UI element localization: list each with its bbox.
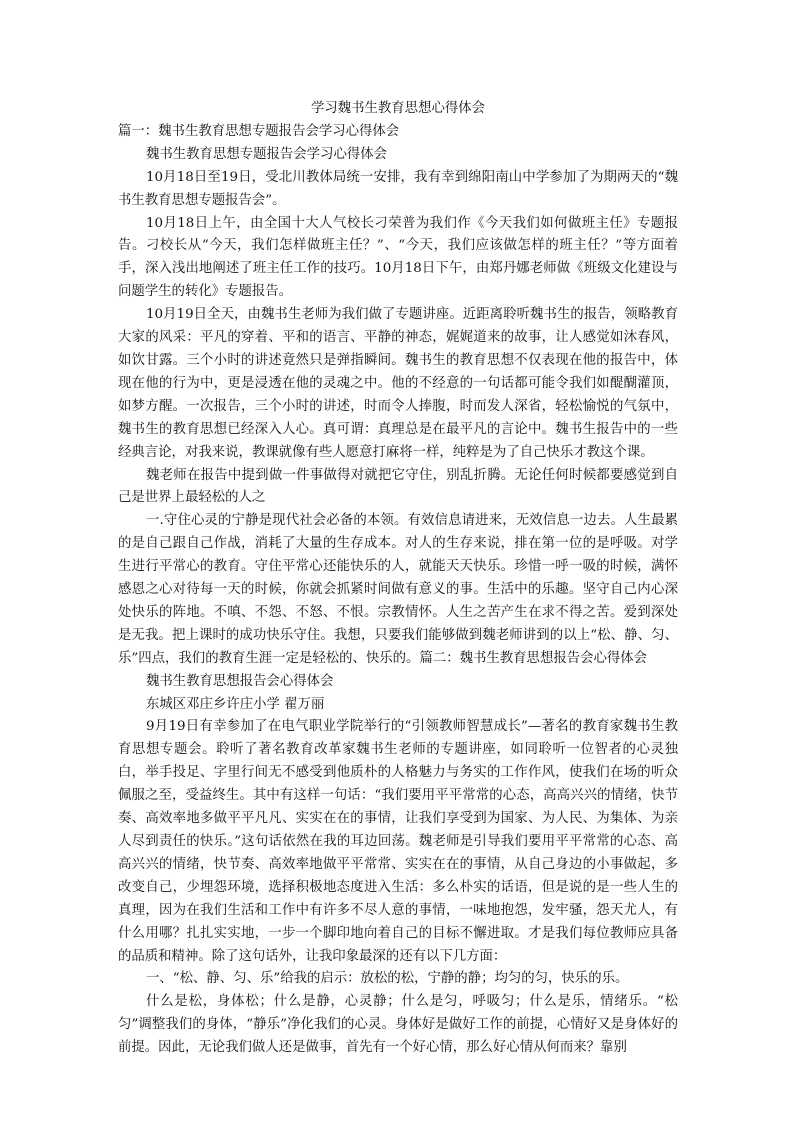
paragraph: 魏老师在报告中提到做一件事做得对就把它守住，别乱折腾。无论任何时候都要感觉到自己是世界上最轻松的人之 [118, 467, 678, 506]
document-body [118, 121, 678, 1060]
paragraph: 一.守住心灵的宁静是现代社会必备的本领。有效信息请进来，无效信息一边去。人生最累的是自己跟自己作战，消耗了大量的生存成本。对人的生存来说，排在第一位的是呼吸。对学生进行平常心的教育。守住平常心还能快乐的人，就能天天快乐。珍惜一呼一吸的时候，满怀感恩之心对待每一天的时候，你就会抓紧时间做有意义的事。生活中的乐趣。坚守自己内心深处快乐的阵地。不嗔、不怨、不怒、不恨。宗教情怀。人生之苦产生在求不得之苦。爱到深处是无我。把上课时的成功快乐守住。我想，只要我们能够做到魏老师讲到的以上“松、静、匀、乐”四点，我们的教育生涯一定是轻松的、快乐的。篇二：魏书生教育思想报告会心得体会 [118, 513, 678, 666]
paragraph: 10月19日全天，由魏书生老师为我们做了专题讲座。近距离聆听魏书生的报告，领略教育大家的风采：平凡的穿着、平和的语言、平静的神态，娓娓道来的故事，让人感觉如沐春风，如饮甘露。三个小时的讲述竟然只是弹指瞬间。魏书生的教育思想不仅表现在他的报告中，体现在他的行为中，更是浸透在他的灵魂之中。他的不经意的一句话都可能令我们如醍醐灌顶，如梦方醒。一次报告，三个小时的讲述，时而令人捧腹，时而发人深省，轻松愉悦的气氛中，魏书生的教育思想已经深入人心。真可谓：真理总是在最平凡的言论中。魏书生报告中的一些经典言论，对我来说，教课就像有些人愿意打麻将一样，纯粹是为了自己快乐才教这个课。 [118, 307, 678, 460]
paragraph: 篇一：魏书生教育思想专题报告会学习心得体会 [118, 123, 400, 139]
paragraph: 魏书生教育思想报告会心得体会 [146, 673, 334, 689]
paragraph: 东城区邓庄乡许庄小学 翟万丽 [146, 696, 325, 712]
paragraph: 10月18日至19日，受北川教体局统一安排，我有幸到绵阳南山中学参加了为期两天的“魏书生教育思想专题报告会”。 [118, 169, 678, 208]
paragraph: 什么是松，身体松；什么是静，心灵静；什么是匀，呼吸匀；什么是乐，情绪乐。“松匀”调整我们的身体，“静乐”净化我们的心灵。身体好是做好工作的前提，心情好又是身体好的前提。因此，无论我们做人还是做事，首先有一个好心情，那么好心情从何而来？靠别 [118, 994, 678, 1056]
paragraph: 一、“松、静、匀、乐”给我的启示：放松的松，宁静的静；均匀的匀，快乐的乐。 [146, 971, 629, 987]
paragraph: 9月19日有幸参加了在电气职业学院举行的“引领教师智慧成长”—著名的教育家魏书生教育思想专题会。聆听了著名教育改革家魏书生老师的专题讲座，如同聆听一位智者的心灵独白，举手投足、字里行间无不感受到他质朴的人格魅力与务实的工作作风，使我们在场的听众佩服之至，受益终生。其中有这样一句话：“我们要用平平常常的心态，高高兴兴的情绪，快节奏、高效率地多做平平凡凡、实实在在的事情，让我们享受到为国家、为人民、为集体、为亲人尽到责任的快乐。”这句话依然在我的耳边回荡。魏老师是引导我们要用平平常常的心态、高高兴兴的情绪，快节奏、高效率地做平平常常、实实在在的事情，从自己身边的小事做起，多改变自己，少埋怨环境，选择积极地态度进入生活：多么朴实的话语，但是说的是一些人生的真理，因为在我们生活和工作中有许多不尽人意的事情，一味地抱怨，发牢骚，怨天尤人，有什么用哪？扎扎实实地，一步一个脚印地向着自己的目标不懈进取。才是我们每位教师应具备的品质和精神。除了这句话外，让我印象最深的还有以下几方面： [118, 719, 678, 964]
document-title: 学习魏书生教育思想心得体会 [310, 101, 486, 116]
paragraph: 魏书生教育思想专题报告会学习心得体会 [146, 146, 388, 162]
paragraph: 10月18日上午，由全国十大人气校长刁荣普为我们作《今天我们如何做班主任》专题报告。刁校长从“今天，我们怎样做班主任？”、“今天，我们应该做怎样的班主任？”等方面着手，深入浅出地阐述了班主任工作的技巧。10月18日下午，由郑丹娜老师做《班级文化建设与问题学生的转化》专题报告。 [118, 215, 678, 300]
document-page [118, 98, 678, 1060]
